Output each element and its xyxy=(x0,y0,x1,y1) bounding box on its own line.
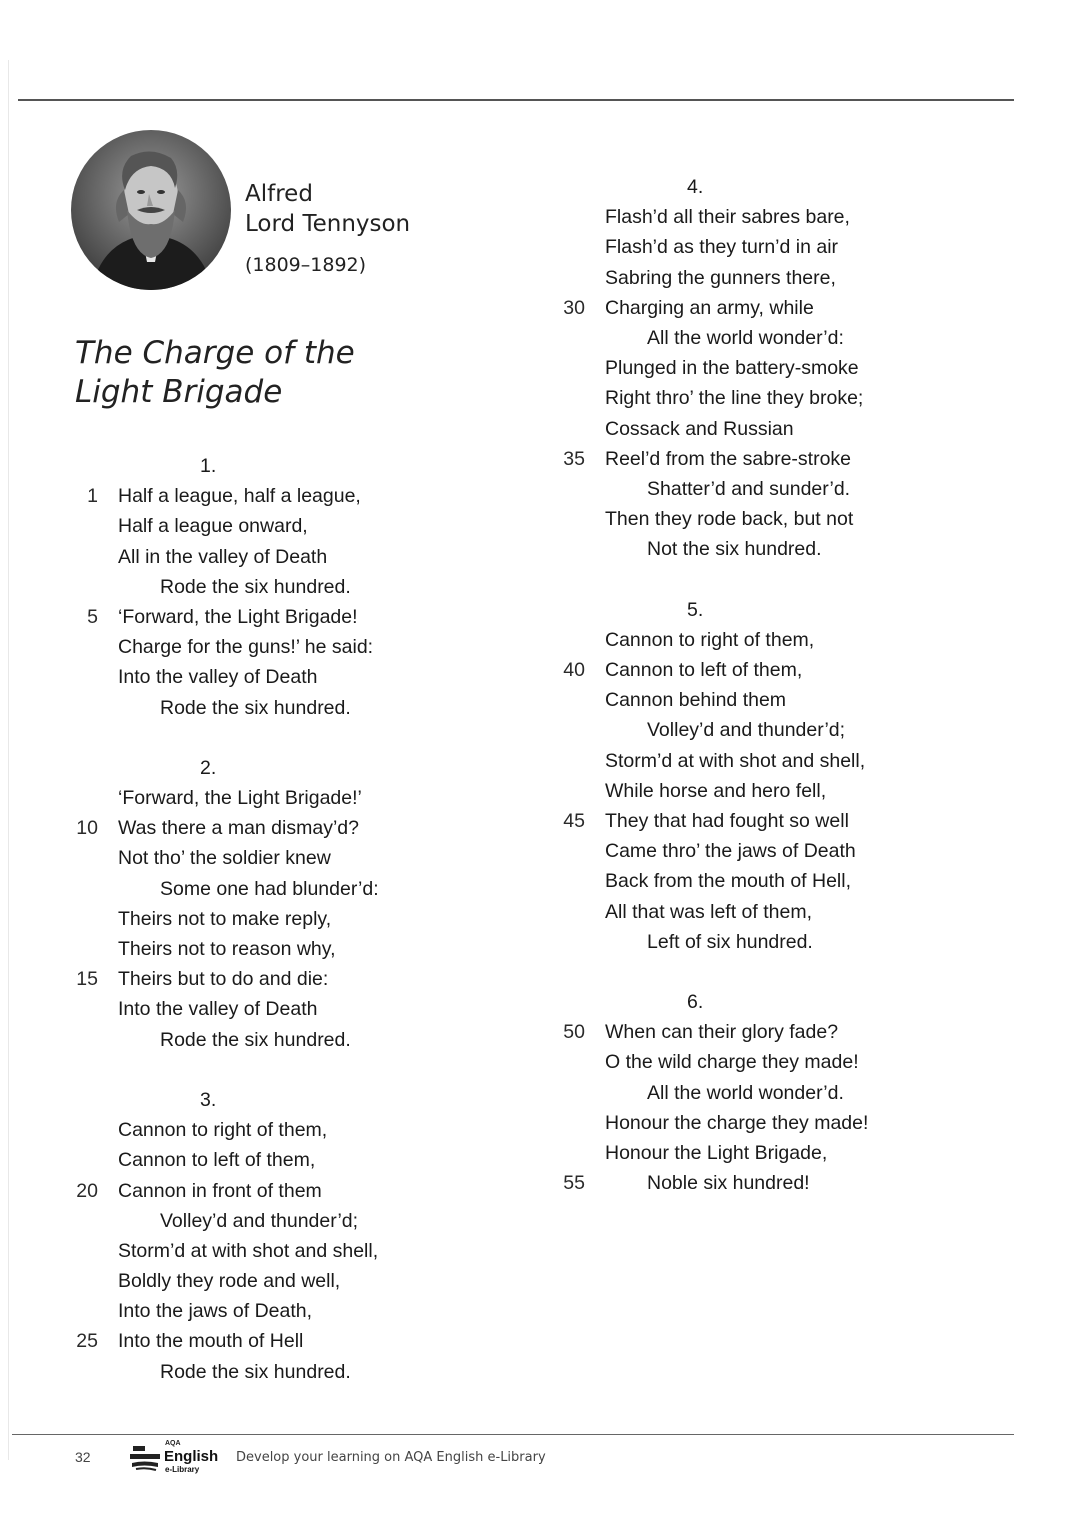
line-number: 55 xyxy=(563,1172,585,1195)
poem-line xyxy=(0,662,400,692)
poem-line xyxy=(487,444,887,474)
poem-line-text: Cannon in front of them xyxy=(118,1179,322,1202)
stanza-number: 1. xyxy=(200,455,217,477)
poem-line-text: All that was left of them, xyxy=(605,900,813,923)
poem-line-text: Storm’d at with shot and shell, xyxy=(118,1239,379,1262)
author-name-line1: Alfred xyxy=(245,181,313,207)
poem-line xyxy=(0,1025,400,1055)
stanza-heading xyxy=(487,987,887,1017)
stanza-heading xyxy=(487,595,887,625)
poem-line-text: Noble six hundred! xyxy=(647,1172,810,1195)
stanza-heading xyxy=(0,753,400,783)
poem-line xyxy=(487,1168,887,1198)
stanza-number: 2. xyxy=(200,756,217,779)
author-dates: (1809–1892) xyxy=(245,254,367,276)
poem-line-text: Cannon to right of them, xyxy=(605,628,815,651)
line-number: 50 xyxy=(563,1021,585,1044)
poem-line-text: Honour the Light Brigade, xyxy=(605,1142,828,1164)
poem-line xyxy=(0,511,400,541)
poem-line-text: ‘Forward, the Light Brigade!’ xyxy=(118,787,362,810)
poem-line xyxy=(487,806,887,836)
poem-line-text: Into the jaws of Death, xyxy=(118,1300,313,1323)
poem-line xyxy=(0,481,400,511)
stanza-number: 4. xyxy=(687,176,704,198)
poem-line-text: They that had fought so well xyxy=(605,809,849,832)
poem-line-text: Cannon to left of them, xyxy=(605,659,803,681)
poem-line-text: Into the mouth of Hell xyxy=(118,1330,304,1353)
stanza-heading xyxy=(0,451,400,481)
poem-line-text: Shatter’d and sunder’d. xyxy=(647,477,851,500)
poem-line xyxy=(0,1145,400,1175)
poem-line-text: Cannon behind them xyxy=(605,689,787,712)
poem-title-line2: Light Brigade xyxy=(75,374,283,410)
poem-line xyxy=(487,232,887,262)
poem-line-text: Charging an army, while xyxy=(605,296,814,319)
poem-line xyxy=(0,632,400,662)
poem-line-text: Theirs not to reason why, xyxy=(118,938,336,960)
poem-line xyxy=(487,534,887,564)
line-number: 10 xyxy=(76,817,98,840)
poem-line xyxy=(487,927,887,957)
stanza-gap xyxy=(0,1055,400,1085)
line-number: 35 xyxy=(563,447,585,470)
poem-line-text: Volley’d and thunder’d; xyxy=(160,1209,359,1232)
poem-line xyxy=(0,693,400,723)
poem-title xyxy=(75,334,355,412)
poem-line-text: Was there a man dismay’d? xyxy=(118,817,359,840)
poem-line-text: All the world wonder’d: xyxy=(647,326,844,349)
poem-line-text: Rode the six hundred. xyxy=(160,575,351,598)
poem-line xyxy=(487,776,887,806)
footer-promo-text: Develop your learning on AQA English e-Library xyxy=(236,1450,546,1465)
poem-line xyxy=(0,994,400,1024)
poem-line xyxy=(0,1266,400,1296)
logo-elibrary-text: e-Library xyxy=(165,1465,200,1474)
poem-column-left xyxy=(0,451,400,1387)
author-name-line2: Lord Tennyson xyxy=(245,211,411,237)
poem-line-text: Charge for the guns!’ he said: xyxy=(118,636,374,659)
poem-line-text: While horse and hero fell, xyxy=(605,779,827,802)
poem-line-text: ‘Forward, the Light Brigade! xyxy=(118,605,358,628)
poem-line xyxy=(487,866,887,896)
poem-line-text: Sabring the gunners there, xyxy=(605,266,836,289)
poem-line-text: Plunged in the battery-smoke xyxy=(605,357,859,380)
poem-line xyxy=(0,1357,400,1387)
poem-line xyxy=(0,1115,400,1145)
poem-line-text: Honour the charge they made! xyxy=(605,1111,869,1134)
poem-line xyxy=(487,685,887,715)
line-number: 1 xyxy=(87,485,98,508)
poem-line xyxy=(487,836,887,866)
poem-line-text: When can their glory fade? xyxy=(605,1021,839,1044)
poem-line xyxy=(487,504,887,534)
poem-line xyxy=(0,572,400,602)
poem-line-text: Theirs but to do and die: xyxy=(118,968,329,991)
poem-title-line1: The Charge of the xyxy=(75,335,355,371)
poem-line xyxy=(487,1108,887,1138)
poem-line-text: All the world wonder’d. xyxy=(647,1081,844,1104)
poem-line-text: Not the six hundred. xyxy=(647,538,822,561)
poem-line xyxy=(487,715,887,745)
page-number: 32 xyxy=(75,1449,91,1465)
line-number: 15 xyxy=(76,968,98,991)
footer-rule xyxy=(12,1434,1014,1435)
line-number: 20 xyxy=(76,1179,98,1202)
poem-line-text: Cannon to right of them, xyxy=(118,1119,328,1142)
poem-line xyxy=(487,1078,887,1108)
poem-line-text: Flash’d all their sabres bare, xyxy=(605,206,850,229)
line-number: 40 xyxy=(563,659,585,681)
poem-line-text: O the wild charge they made! xyxy=(605,1051,859,1074)
poem-line-text: Then they rode back, but not xyxy=(605,508,854,531)
poem-line-text: Reel’d from the sabre-stroke xyxy=(605,447,852,470)
poem-line-text: Came thro’ the jaws of Death xyxy=(605,840,856,863)
poem-line xyxy=(487,897,887,927)
poem-line xyxy=(0,1176,400,1206)
stanza-gap xyxy=(487,957,887,987)
poem-line xyxy=(487,1017,887,1047)
poem-line xyxy=(487,263,887,293)
poem-line xyxy=(0,874,400,904)
poem-line xyxy=(0,934,400,964)
poem-line xyxy=(487,625,887,655)
aqa-english-elibrary-logo xyxy=(128,1440,228,1476)
poem-line-text: Not tho’ the soldier knew xyxy=(118,847,331,870)
poem-line-text: Half a league, half a league, xyxy=(118,485,361,508)
poem-line xyxy=(0,542,400,572)
poem-line-text: Volley’d and thunder’d; xyxy=(647,719,846,742)
poem-line xyxy=(0,1326,400,1356)
poem-line-text: Rode the six hundred. xyxy=(160,1028,351,1051)
poem-line xyxy=(0,813,400,843)
line-number: 5 xyxy=(87,605,98,628)
poem-line-text: Into the valley of Death xyxy=(118,666,318,689)
line-number: 30 xyxy=(563,296,585,319)
poem-line-text: Cossack and Russian xyxy=(605,417,794,440)
poem-line xyxy=(0,602,400,632)
poem-line-text: Flash’d as they turn’d in air xyxy=(605,236,839,259)
poem-line-text: Back from the mouth of Hell, xyxy=(605,870,852,893)
header-rule xyxy=(18,99,1014,101)
poem-line xyxy=(0,904,400,934)
poem-line xyxy=(0,843,400,873)
poem-line xyxy=(487,474,887,504)
poem-line-text: Some one had blunder’d: xyxy=(160,877,379,900)
author-portrait xyxy=(71,130,231,290)
poem-line-text: Theirs not to make reply, xyxy=(118,907,332,930)
poem-line-text: Right thro’ the line they broke; xyxy=(605,387,864,410)
poem-line xyxy=(487,655,887,685)
poem-line xyxy=(0,1296,400,1326)
book-stack-icon xyxy=(128,1442,162,1476)
poem-line xyxy=(487,383,887,413)
poem-line-text: Boldly they rode and well, xyxy=(118,1270,341,1293)
stanza-gap xyxy=(0,723,400,753)
poem-line xyxy=(487,353,887,383)
poem-line-text: Cannon to left of them, xyxy=(118,1149,316,1172)
poem-line-text: Rode the six hundred. xyxy=(160,696,351,719)
stanza-number: 6. xyxy=(687,991,704,1014)
poem-line xyxy=(0,964,400,994)
poem-line xyxy=(487,1138,887,1168)
line-number: 25 xyxy=(76,1330,98,1353)
poem-line xyxy=(487,202,887,232)
poem-line xyxy=(487,293,887,323)
poem-line-text: Half a league onward, xyxy=(118,515,308,538)
poem-line xyxy=(487,323,887,353)
poem-line xyxy=(487,1047,887,1077)
poem-line-text: Left of six hundred. xyxy=(647,930,813,953)
poem-line xyxy=(0,783,400,813)
stanza-heading xyxy=(0,1085,400,1115)
author-name xyxy=(245,179,410,239)
logo-english-text: English xyxy=(164,1448,219,1465)
poem-line-text: Into the valley of Death xyxy=(118,998,318,1021)
poem-line-text: Storm’d at with shot and shell, xyxy=(605,749,866,772)
poem-column-right xyxy=(487,172,887,1198)
poem-line xyxy=(0,1206,400,1236)
stanza-heading xyxy=(487,172,887,202)
poem-line xyxy=(0,1236,400,1266)
poem-line xyxy=(487,414,887,444)
stanza-number: 3. xyxy=(200,1088,217,1111)
poem-line-text: Rode the six hundred. xyxy=(160,1360,351,1383)
stanza-gap xyxy=(487,564,887,594)
stanza-number: 5. xyxy=(687,598,704,621)
poem-line-text: All in the valley of Death xyxy=(118,545,328,568)
poem-line xyxy=(487,746,887,776)
line-number: 45 xyxy=(563,809,585,832)
logo-aqa-text: AQA xyxy=(165,1440,181,1447)
